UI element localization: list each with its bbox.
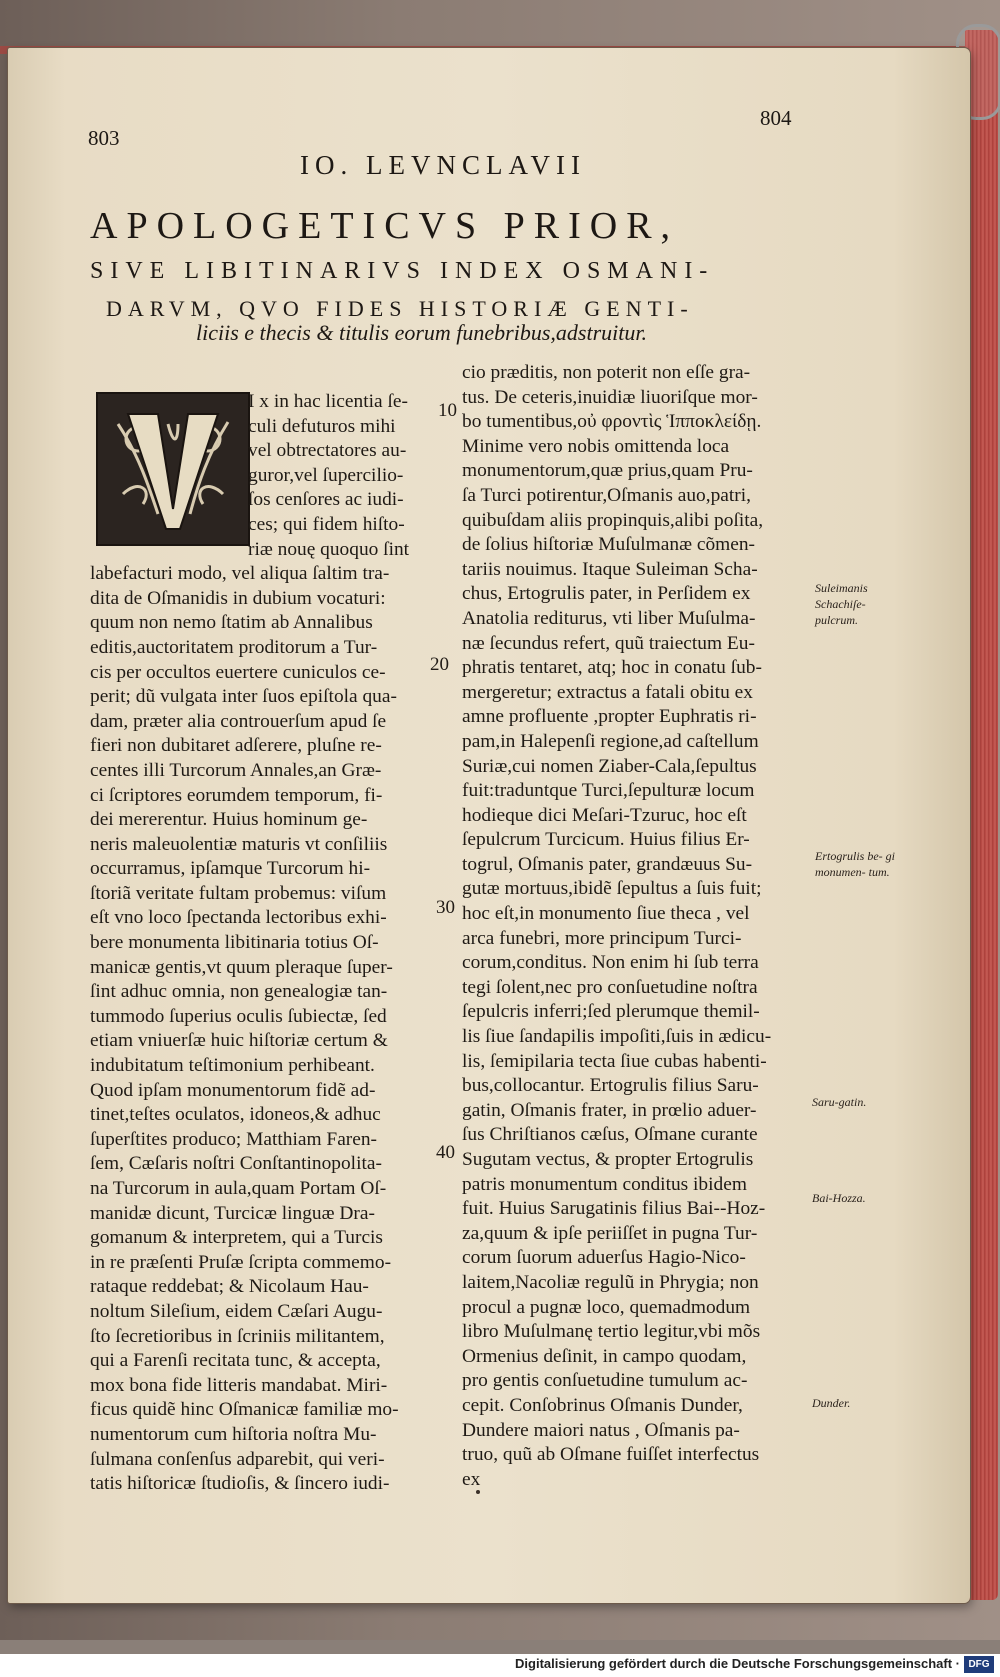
text-line: editis,auctoritatem proditorum a Tur- bbox=[90, 636, 378, 658]
text-line: Quod ipſam monumentorum fidẽ ad- bbox=[90, 1079, 376, 1101]
text-line: fuit. Huius Sarugatinis filius Bai--Hoz- bbox=[462, 1198, 766, 1220]
text-line: hodieque dici Meſari-Tzuruc, hoc eſt bbox=[462, 804, 747, 826]
text-line: ſos cenſores ac iudi- bbox=[248, 489, 404, 511]
text-line: pam,in Halepenſi regione,ad caſtellum bbox=[462, 730, 759, 752]
text-line: gutæ mortuus,ibidẽ ſepultus a ſuis fuit; bbox=[462, 878, 762, 900]
text-line: quibuſdam aliis propinquis,alibi poſita, bbox=[462, 509, 764, 531]
text-line: cepit. Conſobrinus Oſmanis Dunder, bbox=[462, 1394, 743, 1416]
text-line: lis, ſemipilaria tecta ſiue cubas habenti- bbox=[462, 1050, 767, 1072]
text-line: numentorum cum hiſtoria noſtra Mu- bbox=[90, 1423, 377, 1445]
text-line: chus, Ertogrulis pater, in Perſidem ex bbox=[462, 583, 751, 605]
text-line: ſint adhuc omnia, non genealogiæ tan- bbox=[90, 981, 388, 1003]
text-line: ci ſcriptores eorumdem temporum, fi- bbox=[90, 784, 383, 806]
text-line: de ſolius hiſtoriæ Muſulmanæ cõmen- bbox=[462, 534, 755, 556]
text-line: manidæ dicunt, Turcicæ linguæ Dra- bbox=[90, 1202, 375, 1224]
text-line: Ormenius deſinit, in campo quodam, bbox=[462, 1345, 747, 1367]
text-line: monumentorum,quæ prius,quam Pru- bbox=[462, 460, 753, 482]
marginal-note: Bai-Hozza. bbox=[812, 1191, 866, 1205]
text-line: perit; dũ vulgata inter ſuos epiſtola qua- bbox=[90, 686, 397, 708]
text-line: corum ſuorum aduerſus Hagio-Nico- bbox=[462, 1247, 746, 1269]
text-line: labefacturi modo, vel aliqua ſaltim tra- bbox=[90, 563, 390, 585]
text-line: qui a Farenſi recitata tunc, & accepta, bbox=[90, 1350, 381, 1372]
text-line: culi defuturos mihi bbox=[248, 415, 396, 437]
text-line: bus,collocantur. Ertogrulis filius Saru- bbox=[462, 1075, 759, 1097]
text-line: ſepulcrum Turcicum. Huius filius Er- bbox=[462, 829, 750, 851]
text-line: ſem, Cæſaris noſtri Conſtantinopolita- bbox=[90, 1153, 382, 1175]
text-line: cio præditis, non poterit non eſſe gra- bbox=[462, 362, 751, 383]
text-line: riæ nouę quoquo ſint bbox=[248, 538, 410, 560]
text-line: mox bona fide litteris mandabat. Miri- bbox=[90, 1374, 388, 1396]
text-line: indubitatum teſtimonium perhibeant. bbox=[90, 1055, 375, 1077]
text-line: gatin, Oſmanis frater, in prœlio aduer- bbox=[462, 1099, 757, 1121]
text-line: I x in hac licentia ſe- bbox=[248, 391, 408, 412]
text-line: ficus quidẽ hinc Oſmanicæ familiæ mo- bbox=[90, 1399, 399, 1421]
text-line: ex bbox=[462, 1468, 481, 1490]
text-line: bo tumentibus,οὐ φροντὶς Ἱπποκλείδῃ. bbox=[462, 411, 762, 433]
text-line: guror,vel ſupercilio- bbox=[248, 464, 404, 486]
text-line: tus. De ceteris,inuidiæ liuoriſque mor- bbox=[462, 386, 758, 408]
text-line: ſuperſtites produco; Matthiam Faren- bbox=[90, 1128, 378, 1150]
text-line: neris maleuolentiæ maturis vt conſiliis bbox=[90, 833, 388, 855]
text-line: Suriæ,cui nomen Ziaber-Cala,ſepultus bbox=[462, 755, 757, 777]
text-line: truo, quũ ab Oſmane fuiſſet interfectus bbox=[462, 1444, 760, 1466]
text-line: tatis hiſtoricæ ſtudioſis, & ſincero iudi- bbox=[90, 1473, 390, 1495]
text-line: laitem,Nacoliæ regulũ in Phrygia; non bbox=[462, 1271, 759, 1293]
text-line: etiam vniuerſæ huic hiſtoriæ certum & bbox=[90, 1030, 388, 1052]
text-line: vel obtrectatores au- bbox=[248, 440, 407, 462]
text-line: tummodo ſuperius oculis ſubiectæ, ſed bbox=[90, 1005, 387, 1027]
text-line: za,quum & ipſe periiſſet in pugna Tur- bbox=[462, 1222, 758, 1244]
text-line: occurramus, ipſamque Turcorum hi- bbox=[90, 858, 371, 880]
left-text-column bbox=[90, 390, 440, 1497]
text-line: Sugutam vectus, & propter Ertogrulis bbox=[462, 1149, 754, 1170]
text-line: togrul, Oſmanis pater, grandæuus Su- bbox=[462, 853, 753, 875]
text-line: ſus Chriſtianos cæſus, Oſmane curante bbox=[462, 1124, 758, 1146]
text-line: noltum Sileſium, eidem Cæſari Augu- bbox=[90, 1300, 383, 1322]
text-line: rataque reddebat; & Nicolaum Hau- bbox=[90, 1276, 369, 1298]
text-line: dei mererentur. Huius hominum ge- bbox=[90, 809, 368, 831]
line-number-30: 30 bbox=[436, 897, 455, 918]
text-line: patris monumentum conditus ibidem bbox=[462, 1173, 747, 1195]
line-number-10: 10 bbox=[438, 400, 457, 421]
text-line: corum,conditus. Non enim hi ſub terra bbox=[462, 952, 759, 974]
text-line: cis per occultos euertere cuniculos ce- bbox=[90, 661, 386, 683]
subtitle-line-1: SIVE LIBITINARIVS INDEX OSMANI- bbox=[90, 258, 715, 284]
text-line: arca funebri, more principum Turci- bbox=[462, 927, 742, 949]
text-line: lis ſiue ſandapilis impoſiti,ſuis in ædicu- bbox=[462, 1026, 772, 1048]
page-dot bbox=[476, 1490, 480, 1494]
text-line: fieri non dubitaret adſerere, pluſne re- bbox=[90, 735, 382, 757]
line-number-20: 20 bbox=[430, 654, 449, 675]
text-line: amne profluente ,propter Euphratis ri- bbox=[462, 706, 757, 728]
text-line: gomanum & interpretem, qui a Turcis bbox=[90, 1227, 383, 1249]
text-line: quum non nemo ſtatim ab Annalibus bbox=[90, 612, 373, 634]
text-line: tinet,teſtes oculatos, idoneos,& adhuc bbox=[90, 1104, 381, 1126]
page-number-right: 804 bbox=[760, 106, 792, 130]
subtitle-line-3: liciis e thecis & titulis eorum funebribus,adstruitur. bbox=[196, 320, 647, 345]
line-number-40: 40 bbox=[436, 1142, 455, 1163]
text-line: Minime vero nobis omittenda loca bbox=[462, 435, 730, 457]
text-line: centes illi Turcorum Annales,an Græ- bbox=[90, 759, 382, 781]
text-line: ſto ſecretioribus in ſcriniis militantem, bbox=[90, 1325, 385, 1347]
text-line: dam, præter alia controuerſum apud ſe bbox=[90, 710, 387, 732]
marginal-note: Ertogrulis be- gi monumen- tum. bbox=[815, 849, 895, 879]
text-line: pro gentis conſuetudine tumulum ac- bbox=[462, 1370, 748, 1392]
page-number-left: 803 bbox=[88, 126, 120, 150]
text-line: ſepulcris inferri;ſed plerumque themil- bbox=[462, 1001, 760, 1023]
text-line: ces; qui fidem hiſto- bbox=[248, 513, 405, 535]
text-line: ſtoriã veritate fultam probemus: viſum bbox=[90, 882, 387, 904]
text-line: hoc eſt,in monumento ſiue theca , vel bbox=[462, 903, 750, 925]
right-text-column bbox=[462, 361, 802, 1492]
text-line: in re præſenti Pruſæ ſcripta commemo- bbox=[90, 1251, 392, 1273]
marginal-note: Suleimanis Schachiſe- pulcrum. bbox=[815, 581, 868, 627]
marginal-note: Saru-gatin. bbox=[812, 1095, 867, 1109]
text-line: ſulmana conſenſus adparebit, qui veri- bbox=[90, 1448, 385, 1470]
subtitle-line-2: DARVM, QVO FIDES HISTORIÆ GENTI- bbox=[106, 296, 694, 321]
footer-credit: Digitalisierung gefördert durch die Deutsche Forschungsgemeinschaft · bbox=[515, 1656, 960, 1671]
text-line: tariis nouimus. Itaque Suleiman Scha- bbox=[462, 558, 758, 580]
text-line: mergeretur; extractus a fatali obitu ex bbox=[462, 681, 753, 703]
footer-bar bbox=[0, 1654, 1000, 1677]
text-line: næ ſecundus refert, quũ traiectum Eu- bbox=[462, 632, 755, 654]
page-title: APOLOGETICVS PRIOR, bbox=[90, 205, 680, 247]
text-line: Anatolia rediturus, vti liber Muſulma- bbox=[462, 607, 756, 629]
text-line: manicæ gentis,vt quum pleraque ſuper- bbox=[90, 956, 393, 978]
dfg-logo: DFG bbox=[964, 1656, 994, 1673]
text-line: na Turcorum in aula,quam Portam Oſ- bbox=[90, 1178, 387, 1199]
text-line: dita de Oſmanidis in dubium vocaturi: bbox=[90, 587, 386, 609]
text-line: libro Muſulmanę tertio legitur,vbi mõs bbox=[462, 1321, 761, 1343]
text-line: tegi ſolent,nec pro conſuetudine noſtra bbox=[462, 976, 758, 998]
text-line: phratis tentaret, atq; hoc in conatu ſub- bbox=[462, 657, 762, 679]
text-line: ſa Turci potirentur,Oſmanis auo,patri, bbox=[462, 484, 751, 506]
author-heading: IO. LEVNCLAVII bbox=[300, 150, 586, 180]
text-line: procul a pugnæ loco, quemadmodum bbox=[462, 1296, 751, 1318]
text-line: Dundere maiori natus , Oſmanis pa- bbox=[462, 1419, 740, 1441]
text-line: fuit:traduntque Turci,ſepulturæ locum bbox=[462, 780, 755, 802]
marginal-note: Dunder. bbox=[812, 1396, 851, 1410]
text-line: bere monumenta libitinaria totius Oſ- bbox=[90, 932, 379, 954]
text-line: eſt vno loco ſpectanda lectoribus exhi- bbox=[90, 907, 387, 929]
